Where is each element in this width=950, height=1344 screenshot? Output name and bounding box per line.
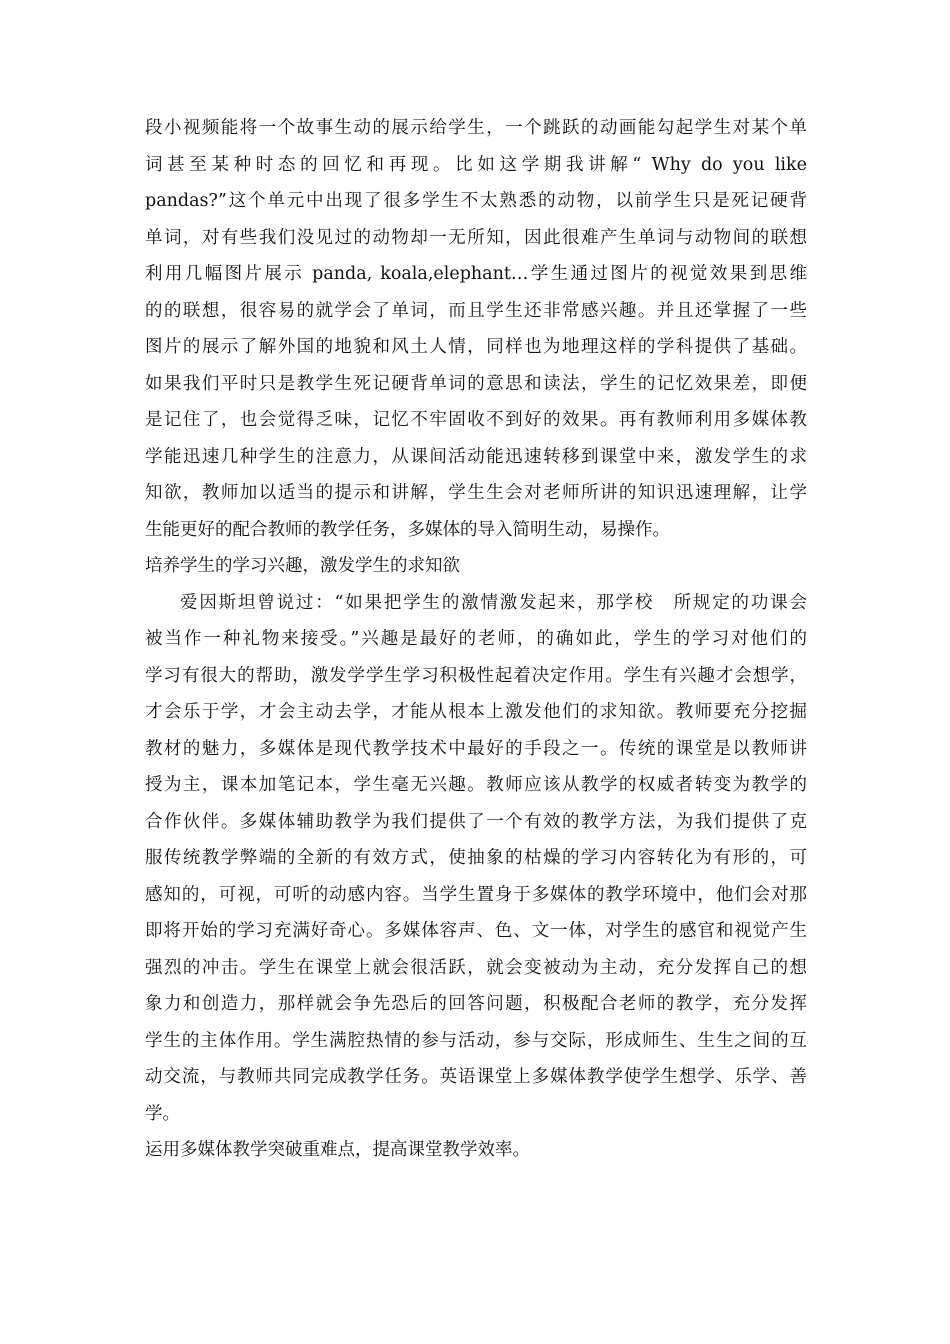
paragraph-line: 段小视频能将一个故事生动的展示给学生，一个跳跃的动画能勾起学生对某个单 [145, 118, 807, 138]
paragraph-line: 词甚至某种时态的回忆和再现。比如这学期我讲解“ Why do you like [145, 154, 807, 175]
document-body [145, 110, 807, 1169]
paragraph-line: 动交流，与教师共同完成教学任务。英语课堂上多媒体教学使学生想学、乐学、善 [145, 1067, 807, 1087]
paragraph-line: 象力和创造力，那样就会争先恐后的回答问题，积极配合老师的教学，充分发挥 [145, 994, 807, 1014]
paragraph-line: 强烈的冲击。学生在课堂上就会很活跃，就会变被动为主动，充分发挥自己的想 [145, 957, 807, 978]
paragraph-line: 图片的展示了解外国的地貌和风土人情，同样也为地理这样的学科提供了基础。 [145, 337, 807, 357]
paragraph-line: 是记住了，也会觉得乏味，记忆不牢固收不到好的效果。再有教师利用多媒体教 [145, 410, 807, 430]
paragraph-line: 学能迅速几种学生的注意力，从课间活动能迅速转移到课堂中来，激发学生的求 [145, 446, 807, 467]
paragraph-1 [145, 110, 807, 548]
paragraph-line: 爱因斯坦曾说过：“如果把学生的激情激发起来，那学校 所规定的功课会 [180, 592, 807, 613]
paragraph-line: 知欲，教师加以适当的提示和讲解，学生生会对老师所讲的知识迅速理解，让学 [145, 483, 807, 503]
paragraph-line: 被当作一种礼物来接受。”兴趣是最好的老师，的确如此，学生的学习对他们的 [145, 629, 807, 649]
paragraph-line: 学生的主体作用。学生满腔热情的参与活动，参与交际，形成师生、生生之间的互 [145, 1030, 807, 1051]
paragraph-line: 才会乐于学，才会主动去学，才能从根本上激发他们的求知欲。教师要充分挖掘 [145, 702, 807, 722]
section-heading-interest: 培养学生的学习兴趣，激发学生的求知欲 [145, 556, 460, 576]
paragraph-line: 感知的，可视，可听的动感内容。当学生置身于多媒体的教学环境中，他们会对那 [145, 884, 807, 905]
section-heading-multimedia: 运用多媒体教学突破重难点，提高课堂教学效率。 [145, 1140, 530, 1160]
paragraph-line: 如果我们平时只是教学生死记硬背单词的意思和读法，学生的记忆效果差，即便 [145, 373, 807, 394]
paragraph-line: 服传统教学弊端的全新的有效方式，使抽象的枯燥的学习内容转化为有形的，可 [145, 848, 807, 868]
paragraph-line: pandas?”这个单元中出现了很多学生不太熟悉的动物，以前学生只是死记硬背 [145, 191, 807, 211]
paragraph-line: 即将开始的学习充满好奇心。多媒体容声、色、文一体，对学生的感官和视觉产生 [145, 921, 807, 941]
paragraph-line: 学。 [145, 1103, 180, 1124]
paragraph-line: 授为主，课本加笔记本，学生毫无兴趣。教师应该从教学的权威者转变为教学的 [145, 775, 807, 795]
paragraph-line: 学习有很大的帮助，激发学学生学习积极性起着决定作用。学生有兴趣才会想学， [145, 665, 807, 686]
paragraph-line: 利用几幅图片展示 panda, koala,elephant…学生通过图片的视觉效果到思维 [145, 264, 807, 284]
paragraph-line: 教材的魅力，多媒体是现代教学技术中最好的手段之一。传统的课堂是以教师讲 [145, 738, 807, 759]
paragraph-line: 合作伙伴。多媒体辅助教学为我们提供了一个有效的教学方法，为我们提供了克 [145, 811, 807, 832]
paragraph-line: 单词，对有些我们没见过的动物却一无所知，因此很难产生单词与动物间的联想 [145, 227, 807, 248]
paragraph-2 [145, 585, 807, 1133]
paragraph-line: 的的联想，很容易的就学会了单词，而且学生还非常感兴趣。并且还掌握了一些 [145, 300, 807, 321]
paragraph-line: 生能更好的配合教师的教学任务，多媒体的导入简明生动，易操作。 [145, 519, 670, 540]
